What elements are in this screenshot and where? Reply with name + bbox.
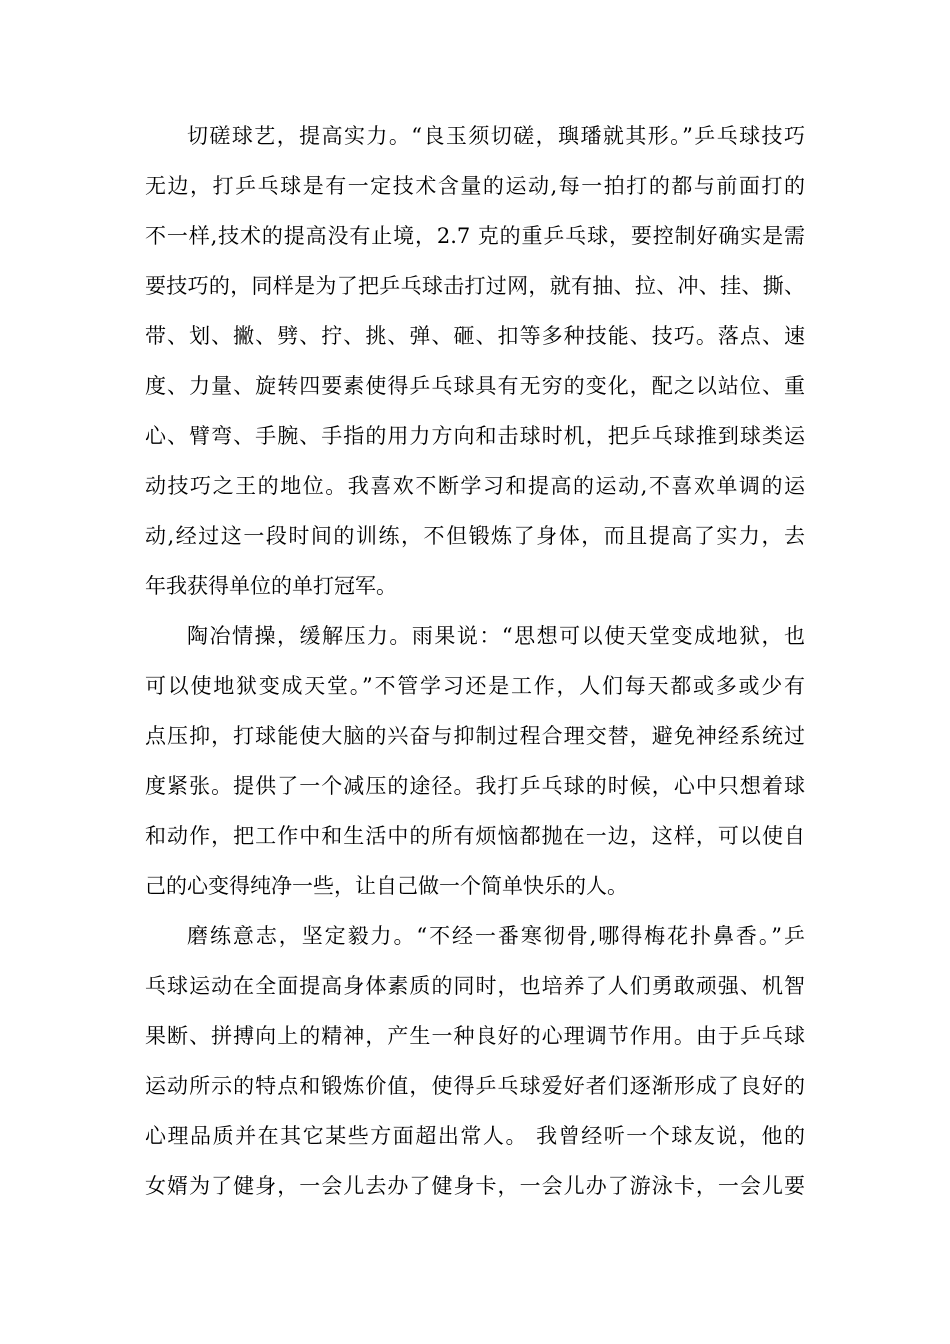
paragraph-3-line-1: 磨练意志，坚定毅力。“不经一番寒彻骨,哪得梅花扑鼻香。”乒 [187,924,805,948]
paragraph-1-line-2: 无边，打乒乓球是有一定技术含量的运动,每一拍打的都与前面打的 [145,174,805,198]
paragraph-1-line-9: 动,经过这一段时间的训练，不但锻炼了身体，而且提高了实力，去 [145,524,805,548]
paragraph-2-line-2: 可以使地狱变成天堂。”不管学习还是工作，人们每天都或多或少有 [145,674,805,698]
paragraph-2-line-6: 己的心变得纯净一些，让自己做一个简单快乐的人。 [145,874,628,898]
paragraph-3-line-6: 女婿为了健身，一会儿去办了健身卡，一会儿办了游泳卡，一会儿要 [145,1174,805,1198]
paragraph-1-line-5: 带、划、撇、劈、拧、挑、弹、砸、扣等多种技能、技巧。落点、速 [145,324,805,348]
paragraph-2-line-5: 和动作，把工作中和生活中的所有烦恼都抛在一边，这样，可以使自 [145,824,805,848]
paragraph-1-line-10: 年我获得单位的单打冠军。 [145,574,397,598]
paragraph-1-line-4: 要技巧的，同样是为了把乒乓球击打过网，就有抽、拉、冲、挂、撕、 [145,274,805,298]
paragraph-1-line-6: 度、力量、旋转四要素使得乒乓球具有无穷的变化，配之以站位、重 [145,374,805,398]
paragraph-2-line-3: 点压抑，打球能使大脑的兴奋与抑制过程合理交替，避免神经系统过 [145,724,805,748]
paragraph-1-line-7: 心、臂弯、手腕、手指的用力方向和击球时机，把乒乓球推到球类运 [145,424,805,448]
paragraph-1-line-1: 切磋球艺，提高实力。“良玉须切磋，璵璠就其形。”乒乓球技巧 [187,124,805,148]
paragraph-3-line-2: 乓球运动在全面提高身体素质的同时，也培养了人们勇敢顽强、机智 [145,974,805,998]
paragraph-1-line-8: 动技巧之王的地位。我喜欢不断学习和提高的运动,不喜欢单调的运 [145,474,805,498]
paragraph-3-line-5: 心理品质并在其它某些方面超出常人。 我曾经听一个球友说，他的 [145,1124,805,1148]
paragraph-1-line-3: 不一样,技术的提高没有止境，2.7 克的重乒乓球，要控制好确实是需 [145,224,805,248]
paragraph-3-line-4: 运动所示的特点和锻炼价值，使得乒乓球爱好者们逐渐形成了良好的 [145,1074,805,1098]
paragraph-2-line-4: 度紧张。提供了一个减压的途径。我打乒乓球的时候，心中只想着球 [145,774,805,798]
paragraph-3-line-3: 果断、拼搏向上的精神，产生一种良好的心理调节作用。由于乒乓球 [145,1024,805,1048]
paragraph-2-line-1: 陶冶情操，缓解压力。雨果说：“思想可以使天堂变成地狱，也 [187,624,805,648]
